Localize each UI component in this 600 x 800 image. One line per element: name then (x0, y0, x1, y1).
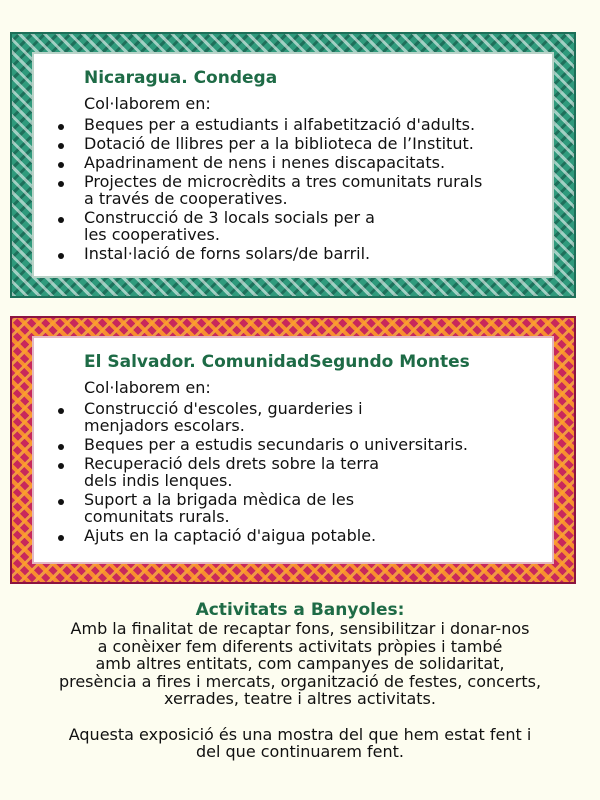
nicaragua-title: Nicaragua. Condega (84, 68, 278, 88)
list-item-line: Dotació de llibres per a la biblioteca de l’Institut. (84, 134, 474, 153)
list-item-line: Beques per a estudiants i alfabetització d'adults. (84, 115, 476, 134)
text-line: amb altres entitats, com campanyes de solidaritat, (95, 654, 505, 673)
list-item (49, 173, 542, 207)
list-item-line: dels indis lenques. (84, 471, 233, 490)
paragraph-gap (0, 708, 600, 726)
list-item-line: menjadors escolars. (84, 416, 245, 435)
list-item (49, 245, 542, 262)
list-item-line: a través de cooperatives. (84, 189, 288, 208)
nicaragua-list (49, 116, 542, 264)
text-line: xerrades, teatre i altres activitats. (164, 689, 436, 708)
salvador-list (49, 400, 542, 546)
nicaragua-intro: Col·laborem en: (84, 94, 211, 113)
text-line: del que continuarem fent. (195, 742, 404, 761)
text-line: Amb la finalitat de recaptar fons, sensibilitzar i donar-nos (70, 619, 530, 638)
text-line: Aquesta exposició és una mostra del que hem estat fent i (68, 724, 532, 744)
activities-section (0, 600, 600, 761)
list-item (49, 527, 542, 544)
list-item-line: les cooperatives. (84, 225, 220, 244)
list-item-line: Construcció d'escoles, guarderies i (84, 399, 363, 418)
nicaragua-card (32, 52, 554, 278)
list-item-line: Beques per a estudis secundaris o universitaris. (84, 435, 469, 454)
list-item (49, 135, 542, 152)
list-item (49, 209, 542, 243)
list-item-line: Apadrinament de nens i nenes discapacitats. (84, 153, 446, 172)
list-item-line: Construcció de 3 locals socials per a (84, 208, 375, 227)
activities-title: Activitats a Banyoles: (195, 600, 405, 620)
salvador-card-border (10, 316, 576, 584)
list-item-line: Recuperació dels drets sobre la terra (84, 454, 380, 473)
salvador-intro: Col·laborem en: (84, 378, 211, 397)
list-item-line: comunitats rurals. (84, 507, 230, 526)
list-item (49, 436, 542, 453)
list-item (49, 455, 542, 489)
list-item-line: Suport a la brigada mèdica de les (84, 490, 355, 509)
list-item (49, 154, 542, 171)
salvador-card (32, 336, 554, 564)
activities-paragraph-1 (0, 620, 600, 708)
list-item-line: Projectes de microcrèdits a tres comunitats rurals (84, 172, 483, 191)
list-item-line: Ajuts en la captació d'aigua potable. (84, 526, 377, 545)
list-item (49, 116, 542, 133)
salvador-title: El Salvador. ComunidadSegundo Montes (84, 352, 470, 372)
activities-paragraph-2 (0, 726, 600, 761)
list-item (49, 491, 542, 525)
text-line: a conèixer fem diferents activitats pròpies i també (97, 636, 503, 656)
text-line: presència a fires i mercats, organització de festes, concerts, (58, 671, 542, 691)
nicaragua-card-border (10, 32, 576, 298)
list-item (49, 400, 542, 434)
list-item-line: Instal·lació de forns solars/de barril. (84, 244, 371, 263)
